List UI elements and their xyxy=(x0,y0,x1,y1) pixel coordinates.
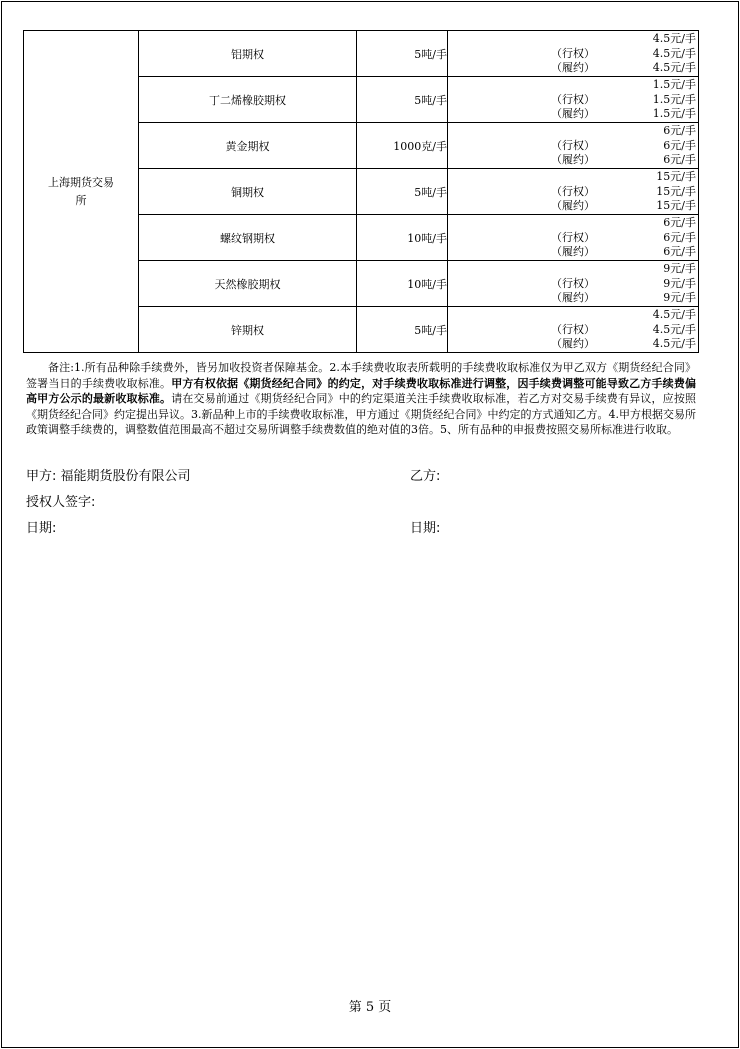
fee-kind-label: （履约） xyxy=(551,107,595,121)
remarks-note xyxy=(26,360,696,438)
remarks-text: 备注:1.所有品种除手续费外，皆另加收投资者保障基金。2.本手续费收取表所载明的手续费收取标准仅为甲乙双方《期货经纪合同》签署当日的手续费收取标准。 xyxy=(26,361,696,390)
party-a-label: 甲方: 福能期货股份有限公司 xyxy=(26,469,191,484)
fee-value: 9元/手 xyxy=(663,262,696,275)
fee-value: 9元/手 xyxy=(663,276,696,290)
fee-kind-label: （履约） xyxy=(551,291,595,305)
fee-value: 4.5元/手 xyxy=(652,308,696,321)
remarks-bold-text: 甲方有权依据《期货经纪合同》的约定，对手续费收取标准进行调整，因手续费调整可能导致乙方手续费偏高甲方公示的最新收取标准。 xyxy=(26,376,696,406)
fee-kind-label: （行权） xyxy=(551,322,595,336)
fee-value: 4.5元/手 xyxy=(652,322,696,336)
product-cell: 丁二烯橡胶期权 xyxy=(139,77,357,123)
unit-cell: 10吨/手 xyxy=(357,215,448,261)
authorized-signature-label: 授权人签字: xyxy=(26,495,96,510)
fee-kind-label: （履约） xyxy=(551,245,595,259)
fee-value: 15元/手 xyxy=(656,184,696,198)
fee-value: 1.5元/手 xyxy=(652,92,696,106)
fee-value: 6元/手 xyxy=(663,230,696,244)
fee-value: 4.5元/手 xyxy=(652,32,696,45)
fee-value: 6元/手 xyxy=(663,153,696,167)
fee-value: 6元/手 xyxy=(663,245,696,259)
fee-kind-labels xyxy=(448,262,698,306)
fee-cell xyxy=(448,77,699,123)
unit-cell: 1000克/手 xyxy=(357,123,448,169)
product-cell: 铝期权 xyxy=(139,31,357,77)
fee-kind-label: （履约） xyxy=(551,153,595,167)
product-cell: 铜期权 xyxy=(139,169,357,215)
product-cell: 锌期权 xyxy=(139,307,357,353)
fee-kind-label: （行权） xyxy=(551,138,595,152)
fee-value: 6元/手 xyxy=(663,216,696,229)
unit-cell: 5吨/手 xyxy=(357,77,448,123)
fee-value: 6元/手 xyxy=(663,138,696,152)
fee-value: 4.5元/手 xyxy=(652,61,696,75)
fee-table xyxy=(23,30,699,353)
fee-value: 1.5元/手 xyxy=(652,78,696,91)
unit-cell: 5吨/手 xyxy=(357,307,448,353)
fee-values xyxy=(653,308,696,352)
fee-values xyxy=(663,124,696,168)
product-cell: 黄金期权 xyxy=(139,123,357,169)
party-b-date-label: 日期: xyxy=(410,521,441,536)
fee-kind-label: （履约） xyxy=(551,337,595,351)
product-cell: 螺纹钢期权 xyxy=(139,215,357,261)
fee-cell xyxy=(448,215,699,261)
fee-values xyxy=(653,32,696,76)
fee-value: 9元/手 xyxy=(663,291,696,305)
fee-cell xyxy=(448,307,699,353)
fee-kind-label: （履约） xyxy=(551,199,595,213)
fee-kind-labels xyxy=(448,216,698,260)
fee-value: 15元/手 xyxy=(656,170,696,183)
fee-value: 15元/手 xyxy=(656,199,696,213)
fee-values xyxy=(656,170,696,214)
fee-kind-labels xyxy=(448,124,698,168)
fee-kind-label: （履约） xyxy=(551,61,595,75)
fee-kind-label: （行权） xyxy=(551,184,595,198)
fee-cell xyxy=(448,261,699,307)
fee-kind-label: （行权） xyxy=(551,276,595,290)
fee-value: 1.5元/手 xyxy=(652,107,696,121)
page-number: 第 5 页 xyxy=(348,1000,392,1015)
unit-cell: 5吨/手 xyxy=(357,31,448,77)
fee-value: 4.5元/手 xyxy=(652,46,696,60)
unit-cell: 10吨/手 xyxy=(357,261,448,307)
fee-kind-label: （行权） xyxy=(551,92,595,106)
fee-cell xyxy=(448,169,699,215)
exchange-cell: 上海期货交易所 xyxy=(24,31,139,353)
remarks-text-continued: 请在交易前通过《期货经纪合同》中的约定渠道关注手续费收取标准，若乙方对交易手续费有异议，应按照《期货经纪合同》约定提出异议。3.新品种上市的手续费收取标准，甲方通过《期货经纪合同》中约定的方式通知乙方。4.甲方根据交易所政策调整手续费的，调整数值范围最高不超过交易所调整手续费数值的绝对值的3倍。5、所有品种的申报费按照交易所标准进行收取。 xyxy=(26,392,696,437)
fee-value: 4.5元/手 xyxy=(652,337,696,351)
table-row xyxy=(24,31,699,77)
product-cell: 天然橡胶期权 xyxy=(139,261,357,307)
fee-values xyxy=(663,262,696,306)
unit-cell: 5吨/手 xyxy=(357,169,448,215)
fee-cell xyxy=(448,31,699,77)
fee-value: 6元/手 xyxy=(663,124,696,137)
fee-values xyxy=(663,216,696,260)
fee-kind-label: （行权） xyxy=(551,46,595,60)
party-b-label: 乙方: xyxy=(410,469,441,484)
party-a-date-label: 日期: xyxy=(26,521,57,536)
fee-kind-label: （行权） xyxy=(551,230,595,244)
fee-cell xyxy=(448,123,699,169)
fee-values xyxy=(653,78,696,122)
